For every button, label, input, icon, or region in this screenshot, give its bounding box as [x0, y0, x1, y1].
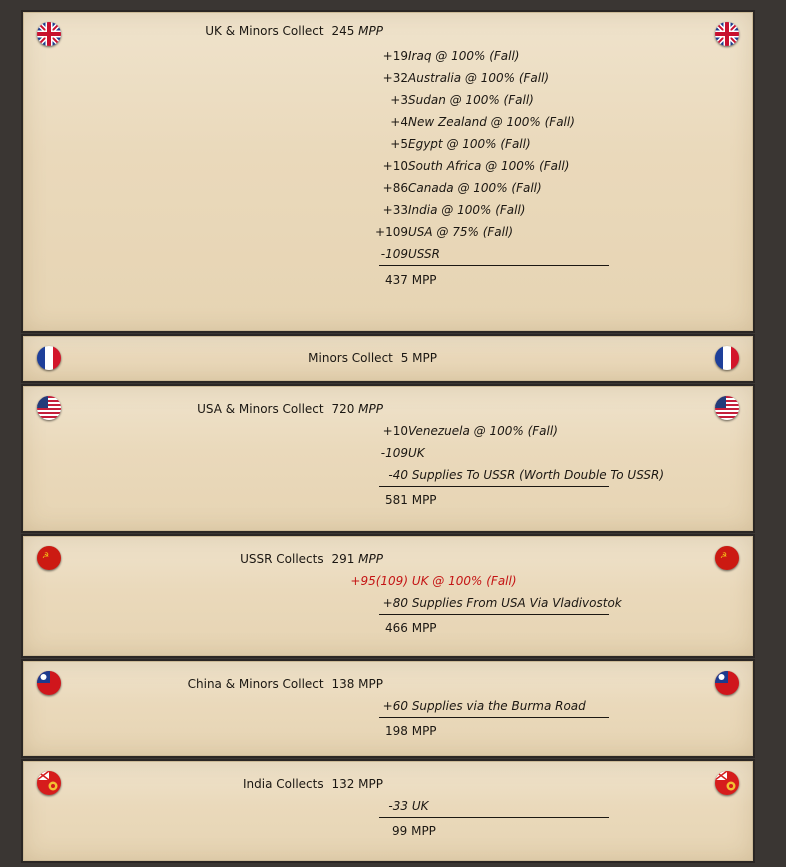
divider: [379, 614, 609, 615]
usa-flag-icon: [715, 396, 739, 420]
divider: [379, 717, 609, 718]
income-line: +5Egypt @ 100% (Fall): [390, 137, 531, 151]
income-line: +60 Supplies via the Burma Road: [382, 699, 586, 713]
divider: [379, 265, 609, 266]
total-mpp: 198 MPP: [385, 724, 437, 738]
collect-amount: 132 MPP: [331, 777, 383, 791]
income-line: -33 UK: [388, 799, 429, 813]
income-line: +33India @ 100% (Fall): [382, 203, 526, 217]
ussr-flag-icon: [715, 546, 739, 570]
income-line: +86Canada @ 100% (Fall): [382, 181, 542, 195]
panel-usa: [23, 386, 753, 531]
panel-title: India Collects 132 MPP: [243, 777, 383, 791]
total-mpp: 99 MPP: [392, 824, 436, 838]
panel-china: [23, 661, 753, 756]
income-line: +95(109) UK @ 100% (Fall): [350, 574, 517, 588]
collect-amount: 5 MPP: [400, 351, 437, 365]
panel-uk: [23, 12, 753, 331]
panel-title: UK & Minors Collect 245 MPP: [205, 24, 383, 38]
collect-amount: 138 MPP: [331, 677, 383, 691]
uk-flag-icon: [715, 22, 739, 46]
divider: [379, 817, 609, 818]
income-line: +80 Supplies From USA Via Vladivostok: [382, 596, 622, 610]
panel-india: [23, 761, 753, 861]
income-line: +19Iraq @ 100% (Fall): [382, 49, 520, 63]
panel-ussr: [23, 536, 753, 656]
income-line: -109UK: [380, 446, 425, 460]
india-flag-icon: [715, 771, 739, 795]
income-line: +10South Africa @ 100% (Fall): [382, 159, 570, 173]
collect-amount: 291 MPP: [331, 552, 383, 566]
income-line: +109USA @ 75% (Fall): [375, 225, 514, 239]
panel-title: Minors Collect 5 MPP: [308, 351, 437, 365]
svg-text:☭: ☭: [42, 551, 50, 560]
china-flag-icon: [715, 671, 739, 695]
income-line: +4New Zealand @ 100% (Fall): [390, 115, 575, 129]
income-line: -40 Supplies To USSR (Worth Double To USSR): [388, 468, 665, 482]
collect-amount: 720 MPP: [331, 402, 383, 416]
income-line: +10Venezuela @ 100% (Fall): [382, 424, 558, 438]
svg-text:☭: ☭: [720, 551, 728, 560]
france-flag-icon: [715, 346, 739, 370]
income-line: +3Sudan @ 100% (Fall): [390, 93, 534, 107]
income-line: +32Australia @ 100% (Fall): [382, 71, 550, 85]
panel-france: [23, 336, 753, 381]
collect-amount: 245 MPP: [331, 24, 383, 38]
income-line: -109USSR: [380, 247, 440, 261]
panel-title: USSR Collects 291 MPP: [240, 552, 383, 566]
total-mpp: 581 MPP: [385, 493, 437, 507]
total-mpp: 466 MPP: [385, 621, 437, 635]
divider: [379, 486, 609, 487]
panel-title: China & Minors Collect 138 MPP: [187, 677, 383, 691]
panel-title: USA & Minors Collect 720 MPP: [197, 402, 383, 416]
total-mpp: 437 MPP: [385, 273, 437, 287]
